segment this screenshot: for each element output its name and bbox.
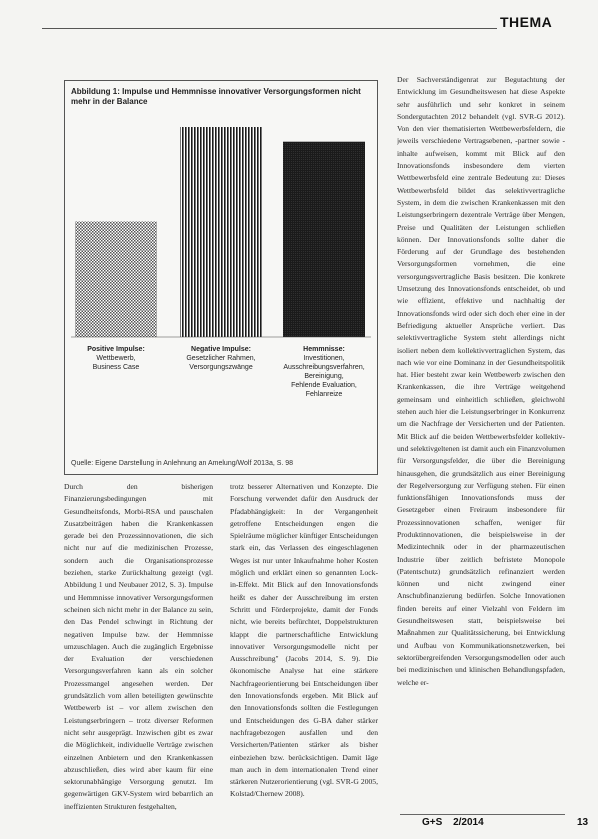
- bar-label: [67, 345, 165, 372]
- figure-title: Abbildung 1: Impulse und Hemmnisse innovativer Versorgungsformen nicht mehr in der Balance: [71, 87, 361, 106]
- body-paragraph: Der Sachverständigenrat zur Begutachtung der Entwicklung im Gesundheitswesen hat diese Aspekte sehr ausführlich und sehr konkret in seinem Sondergutachten 2012 behandelt (vgl. SVR-G 2012). Von den vier thematisierten Wettbewerbsfeldern, die jeweils verschiedene Vertragsebenen, -partner sowie -inhalte aufweisen, kommt mit Blick auf den Innovationsfonds insbesondere dem vierten Wettbewerbsfeld eine zentrale Bedeutung zu: Dieses Wettbewerbsfeld bildet das selektivvertragliche System, in dem die zwischen Krankenkassen mit den Leistungserbringern dezentrale Verträge über Mengen, Preise und Qualitäten der Leistungen schließen können. Der Innovationsfonds sollte daher die Förderung auf der Grundlage des bestehenden Versorgungsformen vornehmen, die eine versorgungsvertragliche Basis besitzen. Die konkrete Umsetzung des Innovationsfonds entscheidet, ob und wie effizient, effektive und nachhaltig der Innovationsfonds wird oder sich doch eher eine in der Befriedigung aktueller Ansprüche verliert. Das selektivvertragliche System steht allerdings nicht isoliert neben dem kollektivvertraglichen System, das nach wie vor eine Dominanz in der Gesundheitspolitik hat. Hier besteht zwar kein Wettbewerb zwischen den Krankenkassen, die ihre Verträge weitgehend gemeinsam und einheitlich schließen, gleichwohl stehen auch hier die Leistungserbringer in Konkurrenz um die Nachfrage der Versicherten und der Patienten. Mit Blick auf die beiden Wettbewerbsfelder kollektiv- und selektivgeltenen ist damit auch ein Finanzvolumen für Versorgungsfelder, die über die Bereinigung hinausgehen, die grundsätzlich aus einer Bereinigung der Regelversorgung zur Verfügung stehen. Für einen funktionsfähigen Innovationsfonds muss der Gesetzgeber einen Freiraum insbesondere für Prozessinnovationen schaffen, weniger für Produktinnovationen, die beispielsweise in der Medizintechnik oder in der pharmazeutischen Industrie über zeitlich befristete Monopole (Patentschutz) grundsätzlich refinanziert werden können und nicht zwingend einer Anschubfinanzierung bedürfen. Solche Innovationen finden bereits auf einer Vielzahl von Feldern im Gesundheitswesen statt, beispielsweise bei Maßnahmen zur Qualitätssicherung, bei Entwicklung und Aufbau von Kommunikationsnetzwerken, bei sektorübergreifenden Versorgungsmodellen oder auch bei medizinischen und klinischen Behandlungspfaden, welche er-: [397, 75, 565, 687]
- bar-label-line: Fehlanreize: [305, 391, 343, 398]
- journal-name: G+S: [422, 817, 443, 828]
- header-rule: [42, 28, 497, 29]
- bar-label-line: Gesetzlicher Rahmen,: [186, 355, 256, 362]
- bar-chart: [65, 81, 377, 474]
- footer-journal: [422, 817, 492, 828]
- bar-label-heading: Hemmnisse:: [303, 346, 345, 353]
- bar-label-line: Fehlende Evaluation,: [291, 382, 357, 389]
- text-column-middle: [230, 481, 378, 816]
- figure-box: [64, 80, 378, 475]
- bar-label: [275, 345, 373, 399]
- text-column-right: [397, 74, 565, 812]
- bar-negative-impulse: [180, 127, 262, 337]
- bar-hemmnisse: [283, 142, 365, 337]
- bar-label-line: Ausschreibungsverfahren,: [283, 364, 365, 371]
- footer-rule: [400, 814, 565, 815]
- bar-label-line: Business Case: [92, 364, 140, 371]
- body-paragraph: trotz besserer Alternativen und Konzepte. Die Forschung verwendet dafür den Ausdruck der Pfadabhängigkeit: In der Vergangenheit getroffene Entscheidungen engen die Spielräume möglicher künftiger Entscheidungen stark ein, das Verlassen des eingeschlagenen Weges ist nur unter Inkaufnahme hoher Kosten möglich und erklärt einen so genannten Lock-in-Effekt. Mit Blick auf den Innovationsfonds heißt es daher der Ausschreibung im ersten Schritt und Förderprojekte, damit der Fonds nicht, wie bereits befürchtet, Doppelstrukturen klappt die partnerschaftliche Entwicklung innovativer Versorgungsmodelle nicht per Ausschreibung" (Jacobs 2014, S. 9). Die ökonomische Analyse hat eine stärkere Nachfrageorientierung bei Entscheidungen über den Innovationsfonds ergeben. Mit Blick auf den Innovationsfonds sollten die Festlegungen und Entscheidungen des G-BA daher stärker nachfragebezogen ausfallen und den Versicherten/Patienten stärker als bisher einbeziehen bzw. berücksichtigen. Damit läge man auch in dem internationalen Trend einer stärkeren Nutzerorientierung (vgl. SVR-G 2005, Kolstad/Chernew 2008).: [230, 482, 378, 799]
- bar-label-line: Versorgungszwänge: [189, 364, 253, 371]
- bar-label-line: Bereinigung,: [304, 373, 344, 380]
- bar-label-line: Wettbewerb,: [96, 355, 136, 362]
- page-number: 13: [577, 817, 589, 828]
- section-label: THEMA: [500, 14, 553, 30]
- bar-label-heading: Positive Impulse:: [87, 346, 145, 353]
- bar-label-heading: Negative Impulse:: [191, 346, 251, 353]
- bar-positive-impulse: [75, 222, 157, 338]
- bar-label: [172, 345, 270, 372]
- text-column-left: [64, 481, 213, 816]
- journal-issue: 2/2014: [453, 817, 484, 828]
- figure-source: Quelle: Eigene Darstellung in Anlehnung an Amelung/Wolf 2013a, S. 98: [71, 460, 294, 467]
- body-paragraph: Durch den bisherigen Finanzierungsbedingungen mit Gesundheitsfonds, Morbi-RSA und pauschalen Zusatzbeiträgen haben die Krankenkassen gerade bei den Prozessinnovationen, die sich nicht nur auf die medizinischen Prozesse, sondern auch die Organisationsprozesse beziehen, starke Zurückhaltung gezeigt (vgl. Abbildung 1 und Neubauer 2012, S. 3). Impulse und Hemmnisse innovativer Versorgungsformen scheinen sich nicht mehr in der Balance zu sein, den Das Pendel schwingt in Richtung der negativen Impulse bzw. der Hemmnisse umzuschlagen. Auch die zugänglich Ergebnisse der Evaluation der verschiedenen Versorgungsverfahren kann als ein solcher Prozessmangel angesehen werden. Der grundsätzlich vom allen beteiligten gewünschte Wettbewerb ist – vor allem zwischen den Leistungserbringern – trotz diverser Reformen nicht sehr ausgeprägt. Inzwischen gibt es zwar die Möglichkeit, individuelle Verträge zwischen einzelnen Anbietern und den Krankenkassen abzuschließen, dies wird aber kaum für eine sektorunabhängige Versorgung genutzt. Im gegenwärtigen GKV-System wird bebarrlich an ineffizienten Strukturen festgehalten,: [64, 482, 213, 811]
- bar-label-line: Investitionen,: [303, 355, 345, 362]
